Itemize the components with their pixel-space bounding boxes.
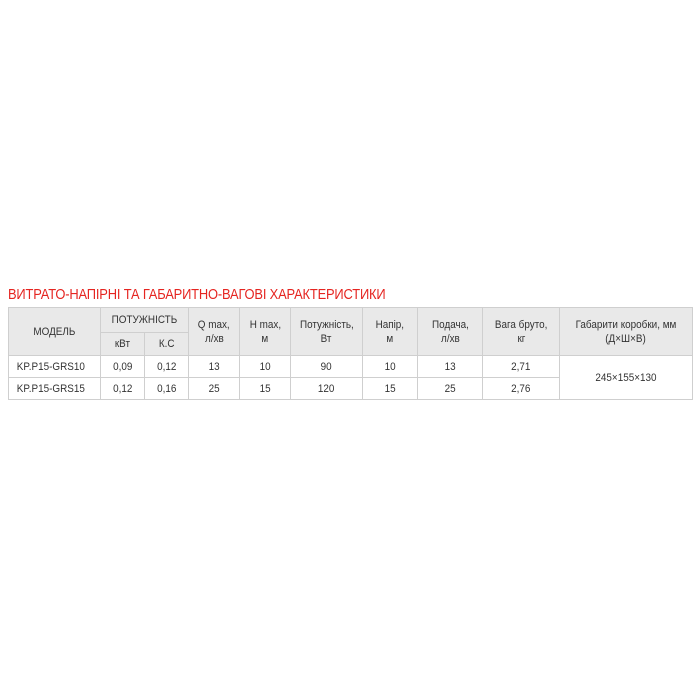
cell-power-w: 90 bbox=[291, 356, 363, 378]
cell-flow: 25 bbox=[418, 378, 483, 400]
header-h-max: H max, м bbox=[240, 308, 291, 356]
cell-q-max: 13 bbox=[189, 356, 240, 378]
cell-head: 15 bbox=[363, 378, 418, 400]
page-title: ВИТРАТО-НАПІРНІ ТА ГАБАРИТНО-ВАГОВІ ХАРАКТЕРИСТИКИ bbox=[8, 286, 386, 303]
header-power-hp: К.С bbox=[145, 333, 189, 356]
header-q-max: Q max, л/хв bbox=[189, 308, 240, 356]
header-flow: Подача, л/хв bbox=[418, 308, 483, 356]
header-row bbox=[9, 308, 693, 333]
cell-model: KP.P15-GRS15 bbox=[9, 378, 101, 400]
header-power-group: ПОТУЖНІСТЬ bbox=[101, 308, 189, 333]
cell-kw: 0,09 bbox=[101, 356, 145, 378]
cell-weight: 2,71 bbox=[483, 356, 560, 378]
header-power-w: Потужність, Вт bbox=[291, 308, 363, 356]
header-model: МОДЕЛЬ bbox=[9, 308, 101, 356]
specifications-table bbox=[8, 307, 693, 400]
cell-kw: 0,12 bbox=[101, 378, 145, 400]
header-head: Напір, м bbox=[363, 308, 418, 356]
cell-hp: 0,16 bbox=[145, 378, 189, 400]
cell-flow: 13 bbox=[418, 356, 483, 378]
header-box-dims: Габарити коробки, мм (Д×Ш×В) bbox=[560, 308, 693, 356]
cell-h-max: 15 bbox=[240, 378, 291, 400]
cell-q-max: 25 bbox=[189, 378, 240, 400]
table-row bbox=[9, 356, 693, 378]
cell-hp: 0,12 bbox=[145, 356, 189, 378]
header-power-kw: кВт bbox=[101, 333, 145, 356]
cell-box-dims: 245×155×130 bbox=[560, 356, 693, 400]
cell-power-w: 120 bbox=[291, 378, 363, 400]
header-weight: Вага бруто, кг bbox=[483, 308, 560, 356]
cell-head: 10 bbox=[363, 356, 418, 378]
cell-model: KP.P15-GRS10 bbox=[9, 356, 101, 378]
cell-h-max: 10 bbox=[240, 356, 291, 378]
cell-weight: 2,76 bbox=[483, 378, 560, 400]
